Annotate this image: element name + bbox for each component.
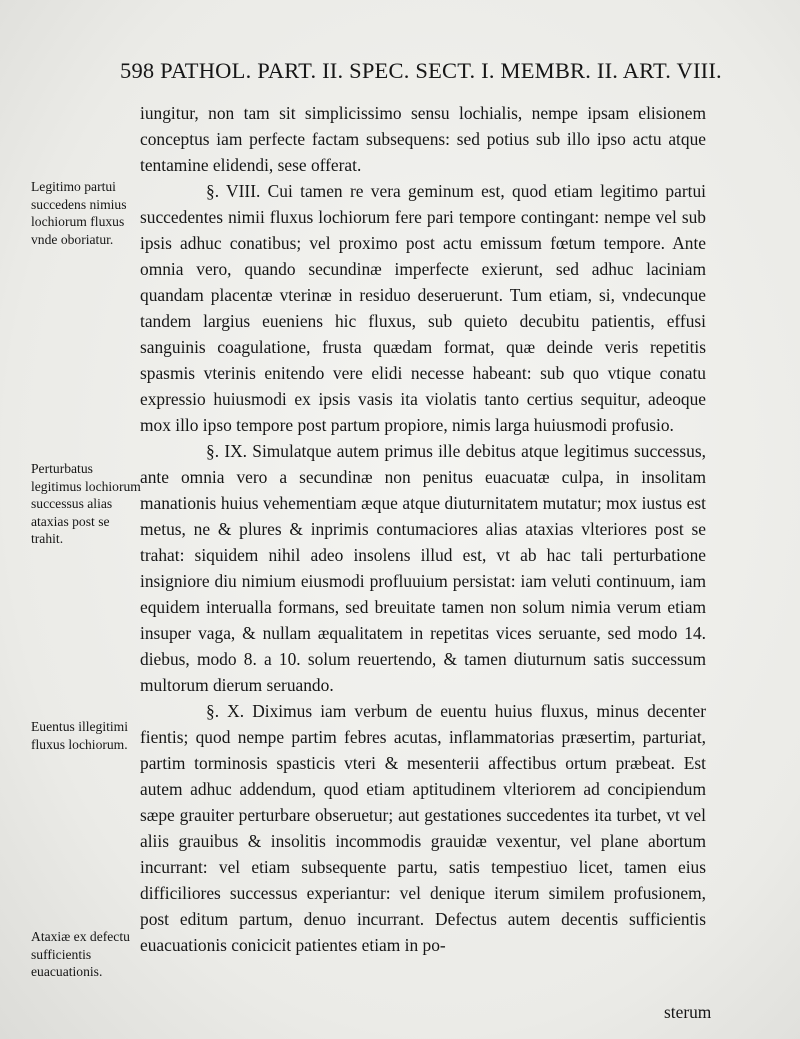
paragraph-section-10: §. X. Diximus iam verbum de euentu huius fluxus, minus decenter fientis; quod nempe partim febres acutas, inflammatorias præsertim, parturiat, partim torminosis spasticis vteri & mesenterii affectibus ortum præbeat. Est autem adhuc addendum, quod etiam aptitudinem vlteriorem ad concipiendum sæpe grauiter perturbare obseruetur; aut gestationes succedentes ita turbet, vt vel aliis grauibus & insolitis incommodis grauidæ vexentur, vel plane abortum incurrant: vel etiam subsequente partu, satis tempestiuo licet, tamen eius difficiliores successus experiantur: vel denique iterum similem profusionem, post editum partum, denuo incurrant. Defectus autem decentis sufficientis euacuationis conicicit patientes etiam in po- [140,701,706,955]
main-text [140,100,706,958]
margin-note-2: Perturbatus legitimus lochiorum successus alias ataxias post se trahit. [31,461,141,547]
paragraph-section-9: §. IX. Simulatque autem primus ille debitus atque legitimus successus, ante omnia vero a secundinæ non penitus euacuatæ culpa, in insolitam manationis huius vehementiam æque atque diuturnitatem mutatur; mox iustus est metus, ne & plures & inprimis contumaciores alias ataxias vlteriores post se trahat: siquidem nihil adeo insolens illud est, vt ab hac tali perturbatione insigniore diu nimium eiusmodi profluuium persistat: iam veluti continuum, iam equidem interualla formans, sed breuitate tamen non solum nimia verum etiam insuper vaga, & nullam æqualitatem in repetitas vices seruante, sed modo 14. diebus, modo 8. a 10. solum reuertendo, & tamen diuturnum satis successum multorum dierum seruando. [140,441,706,695]
paragraph-section-8: §. VIII. Cui tamen re vera geminum est, quod etiam legitimo partui succedentes nimii fluxus lochiorum fere pari tempore contingant: nempe vel sub ipsis adhuc conatibus; vel proximo post actu emissum fœtum tempore. Ante omnia vero, quando secundinæ imperfecte exierunt, sed adhuc laciniam quandam placentæ vterinæ in residuo deseruerunt. Tum etiam, si, vndecunque tandem largius eueniens hic fluxus, sub quieto decubitu patientis, effusi sanguinis coagulatione, frusta quædam format, quæ deinde veris repetitis spasmis vterinis enitendo vere elidi necesse habeant: sub quo vtique conatu expressio huiusmodi ex ipsis vasis ita violatis tanto certius sequitur, adeoque mox illo ipso tempore post partum propiore, nimis larga huiusmodi profusio. [140,181,706,435]
catchword: sterum [664,1002,712,1022]
running-header: 598 PATHOL. PART. II. SPEC. SECT. I. MEMBR. II. ART. VIII. [120,58,722,83]
margin-note-4: Ataxiæ ex defectu sufficientis euacuationis. [31,929,130,980]
margin-note-1: Legitimo partui succedens nimius lochiorum fluxus vnde oboriatur. [31,179,127,247]
margin-note-3: Euentus illegitimi fluxus lochiorum. [31,719,129,752]
paragraph-continuation: iungitur, non tam sit simplicissimo sensu lochialis, nempe ipsam elisionem conceptus iam perfecte factam subsequens: sed potius sub illo ipso actu atque tentamine elidendi, sese offerat. [140,103,706,175]
